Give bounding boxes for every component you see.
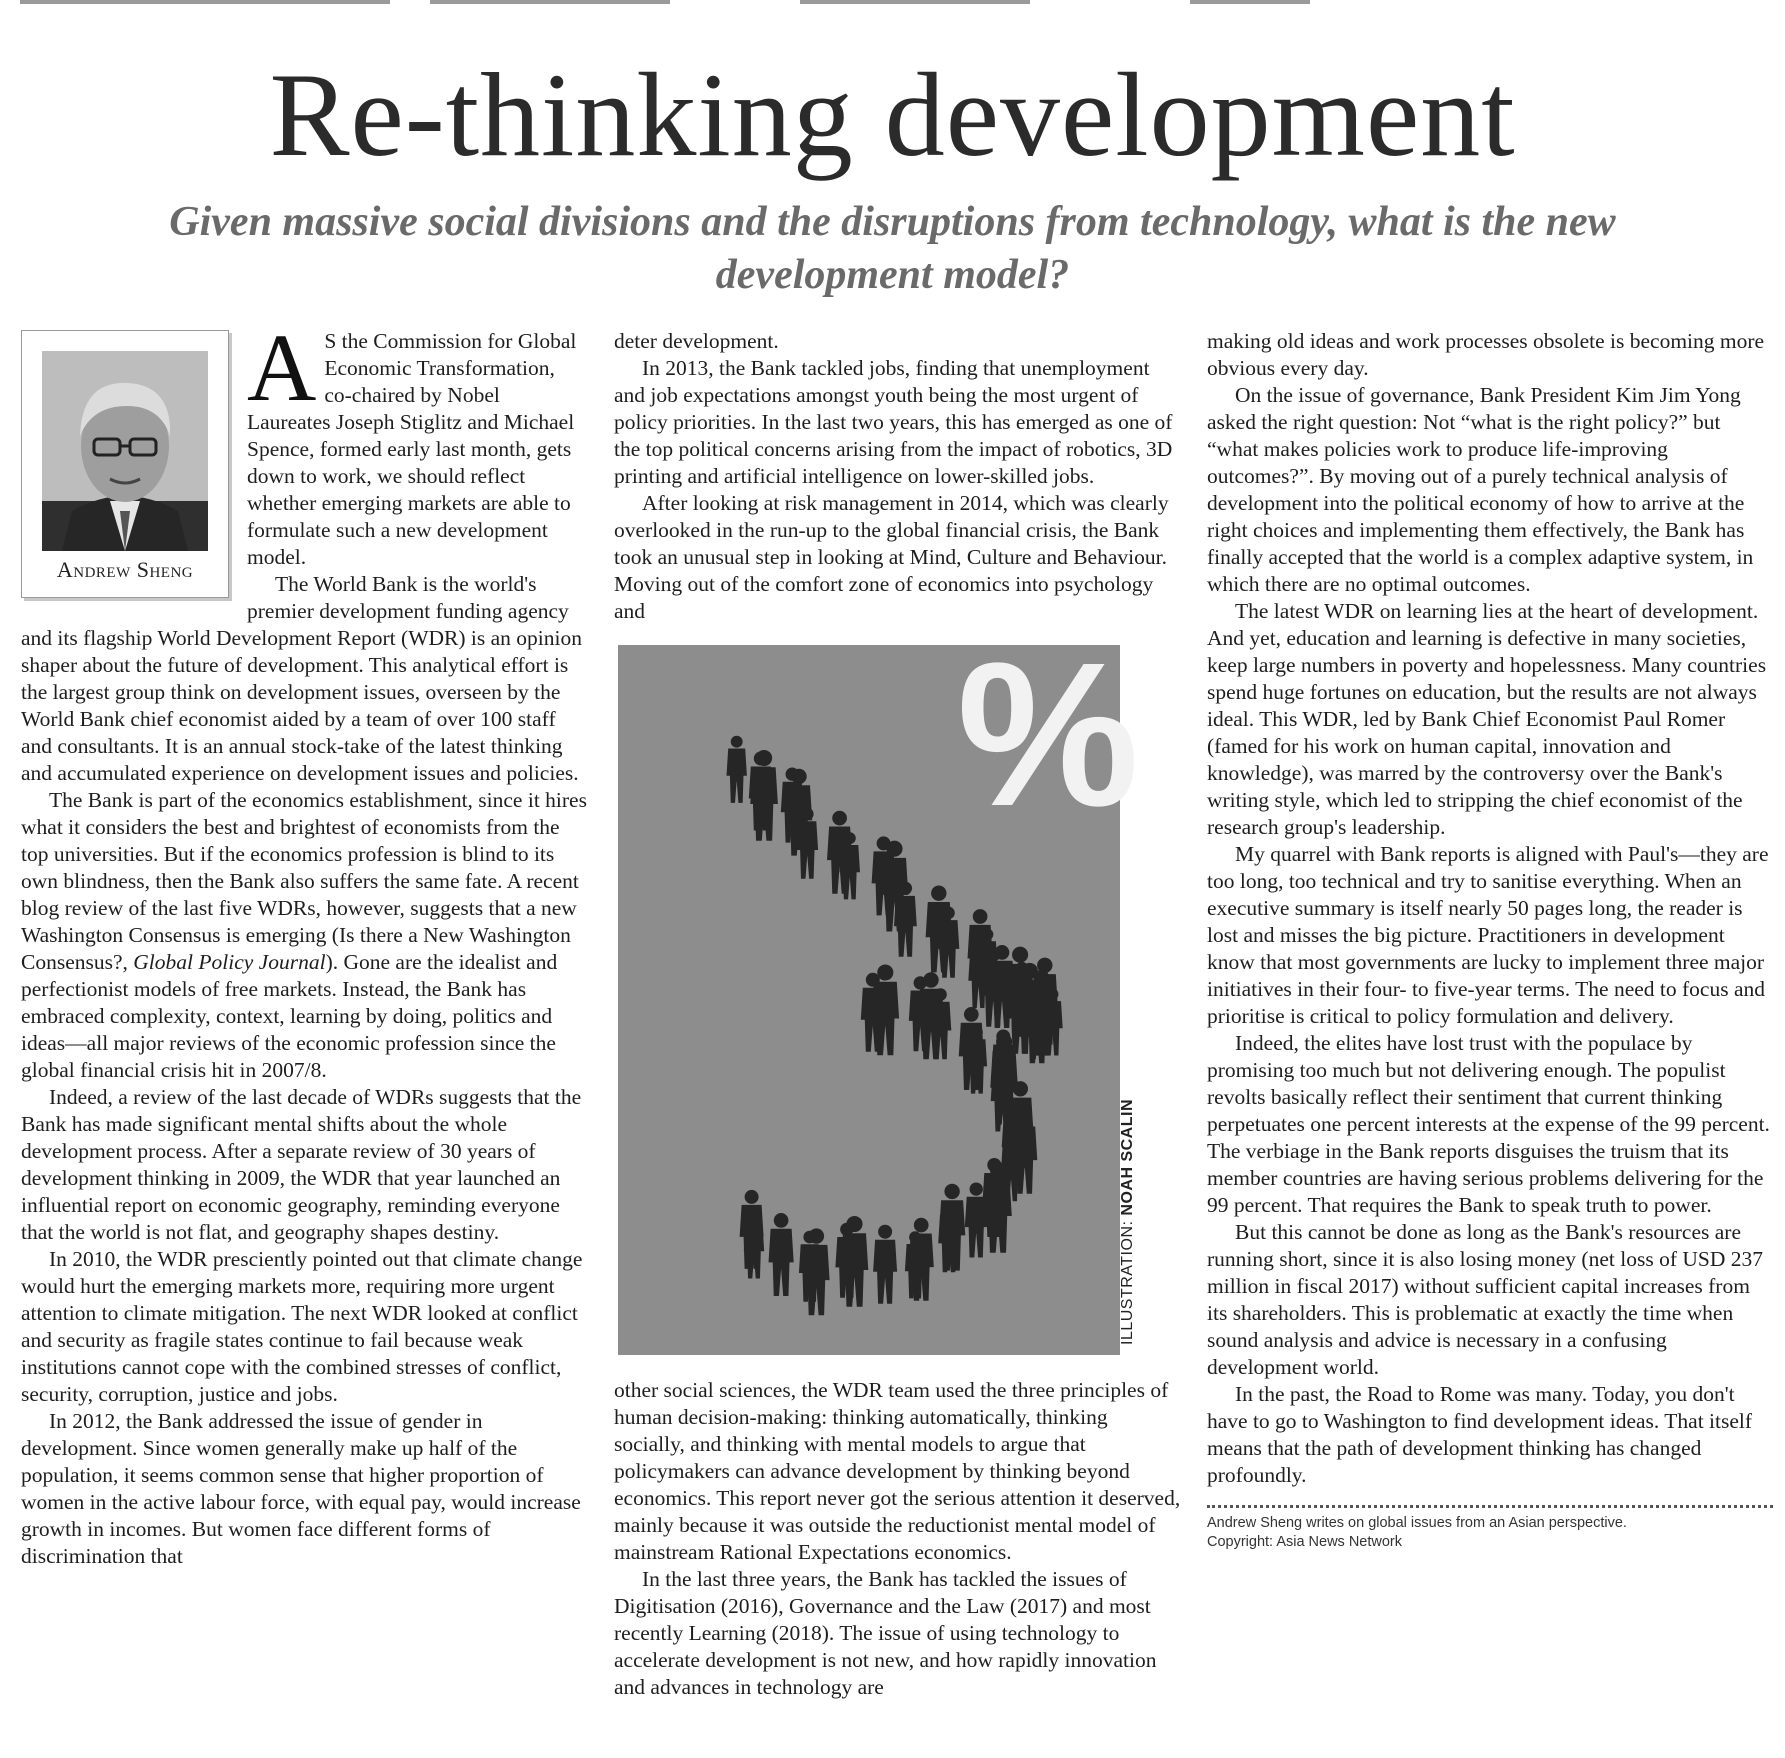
- paragraph: In 2013, the Bank tackled jobs, finding that unemployment and job expectations amongst youth being the most urgent of policy priorities. In the last two years, this has emerged as one of the top political concerns arising from the impact of robotics, 3D printing and artificial intelligence on lower-skilled jobs.: [614, 356, 1173, 488]
- author-name: Andrew Sheng: [56, 557, 194, 582]
- column-3: [1207, 328, 1773, 1552]
- paragraph: other social sciences, the WDR team used the three principles of human decision-making: thinking automatically, thinking socially, and thinking with mental models to argue that policymakers can advance development by thinking beyond economics. This report never got the serious attention it deserved, mainly because it was outside the reductionist mental model of mainstream Rational Expectations economics.: [614, 1378, 1181, 1564]
- illustration-credit: ILLUSTRATION: NOAH SCALIN: [1119, 1099, 1136, 1345]
- author-note: [1207, 1514, 1773, 1552]
- paragraph: On the issue of governance, Bank President Kim Jim Yong asked the right question: Not “what is the right policy?” but “what makes policies work to produce life-improving outcomes?”. By moving out of a purely technical analysis of development into the political economy of how to arrive at the right choices and implementing them effectively, the Bank has finally accepted that the world is a complex adaptive system, in which there are no optimal outcomes.: [1207, 383, 1754, 596]
- cropped-top-strip: [0, 0, 1785, 10]
- headline: Re-thinking development: [269, 48, 1516, 181]
- paragraph: Indeed, the elites have lost trust with the populace by promising too much but not delivering enough. The populist revolts basically reflect their sentiment that current thinking perpetuates one percent interests at the expense of the 99 percent. The verbiage in the Bank reports disguises the truism that its member countries are having serious problems delivering for the 99 percent. That requires the Bank to speak truth to power.: [1207, 1031, 1770, 1217]
- paragraph: deter development.: [614, 329, 779, 353]
- paragraph: making old ideas and work processes obsolete is becoming more obvious every day.: [1207, 329, 1765, 380]
- illustration: [614, 620, 1182, 1355]
- percent-symbol: %: [956, 620, 1140, 849]
- paragraph: The Bank is part of the economics establishment, since it hires what it considers the best and brightest of economists from the top universities. But if the economics profession is blind to its own blindness, then the Bank also suffers the same fate. A recent blog review of the last five WDRs, however, suggests that a new Washington Consensus is emerging (Is there a New Washington Consensus?, Global Policy Journal). Gone are the idealist and perfectionist models of free markets. Instead, the Bank has embraced complexity, context, learning by doing, politics and ideas—all major reviews of the economic profession since the global financial crisis hit in 2007/8.: [21, 788, 587, 1082]
- paragraph: The World Bank is the world's premier development funding agency and its flagship World Development Report (WDR) is an opinion shaper about the future of development. This analytical effort is the largest group think on development issues, overseen by the World Bank chief economist aided by a team of over 100 staff and consultants. It is an annual stock-take of the latest thinking and accumulated experience on development issues and policies.: [21, 572, 582, 785]
- deck-subheadline: Given massive social divisions and the disruptions from technology, what is the new development model?: [169, 199, 1616, 298]
- author-portrait-graphic: [42, 351, 208, 551]
- copyright-line: Copyright: Asia News Network: [1207, 1534, 1403, 1550]
- author-photo: [42, 351, 208, 551]
- paragraph: A S the Commission for Global Economic Transformation, co-chaired by Nobel Laureates Joseph Stiglitz and Michael Spence, formed early last month, gets down to work, we should reflect whether emerging markets are able to formulate such a new development model.: [247, 314, 577, 569]
- column-2: [614, 328, 1182, 1701]
- paragraph: Indeed, a review of the last decade of WDRs suggests that the Bank has made significant mental shifts about the whole development process. After a separate review of 30 years of development thinking in 2009, the WDR that year launched an influential report on economic geography, reminding everyone that the world is not flat, and geography shapes destiny.: [21, 1085, 582, 1244]
- author-byline-box: [21, 330, 229, 598]
- paragraph: My quarrel with Bank reports is aligned with Paul's—they are too long, too technical and try to sanitise everything. When an executive summary is itself nearly 50 pages long, the reader is lost and misses the big picture. Practitioners in development know that most governments are lucky to implement three major initiatives in their four- to five-year terms. The need to focus and prioritise is critical to policy formulation and delivery.: [1207, 842, 1769, 1028]
- paragraph: In the past, the Road to Rome was many. Today, you don't have to go to Washington to find development ideas. That itself means that the path of development thinking has changed profoundly.: [1207, 1382, 1753, 1487]
- paragraph: In the last three years, the Bank has tackled the issues of Digitisation (2016), Governance and the Law (2017) and most recently Learning (2018). The issue of using technology to accelerate development is not new, and how rapidly innovation and advances in technology are: [614, 1567, 1157, 1699]
- paragraph: In 2012, the Bank addressed the issue of gender in development. Since women generally make up half of the population, it seems common sense that higher proportion of women in the active labour force, with equal pay, would increase growth in incomes. But women face different forms of discrimination that: [21, 1409, 581, 1568]
- paragraph: But this cannot be done as long as the Bank's resources are running short, since it is also losing money (net loss of USD 237 million in fiscal 2017) without sufficient capital increases from its shareholders. This is problematic at exactly the time when sound analysis and advice is necessary in a confusing development world.: [1207, 1220, 1763, 1379]
- paragraph: The latest WDR on learning lies at the heart of development. And yet, education and learning is defective in many societies, keep large numbers in poverty and hopelessness. Many countries spend huge fortunes on education, but the results are not always ideal. This WDR, led by Bank Chief Economist Paul Romer (famed for his work on human capital, innovation and knowledge), was marred by the controversy over the Bank's writing style, which led to stripping the chief economist of the research group's leadership.: [1207, 599, 1767, 839]
- author-note-line: Andrew Sheng writes on global issues from an Asian perspective.: [1207, 1515, 1627, 1531]
- paragraph: After looking at risk management in 2014, which was clearly overlooked in the run-up to the global financial crisis, the Bank took an unusual step in looking at Mind, Culture and Behaviour. Moving out of the comfort zone of economics into psychology and: [614, 491, 1169, 623]
- paragraph: In 2010, the WDR presciently pointed out that climate change would hurt the emerging markets more, requiring more urgent attention to climate mitigation. The next WDR looked at conflict and security as fragile states continue to fail because weak institutions cannot cope with the combined stresses of conflict, security, corruption, justice and jobs.: [21, 1247, 583, 1406]
- column-1: [21, 314, 587, 1570]
- drop-cap: A: [247, 314, 317, 421]
- publication-title: Global Policy Journal: [133, 950, 326, 974]
- footer-divider: [1207, 1505, 1773, 1508]
